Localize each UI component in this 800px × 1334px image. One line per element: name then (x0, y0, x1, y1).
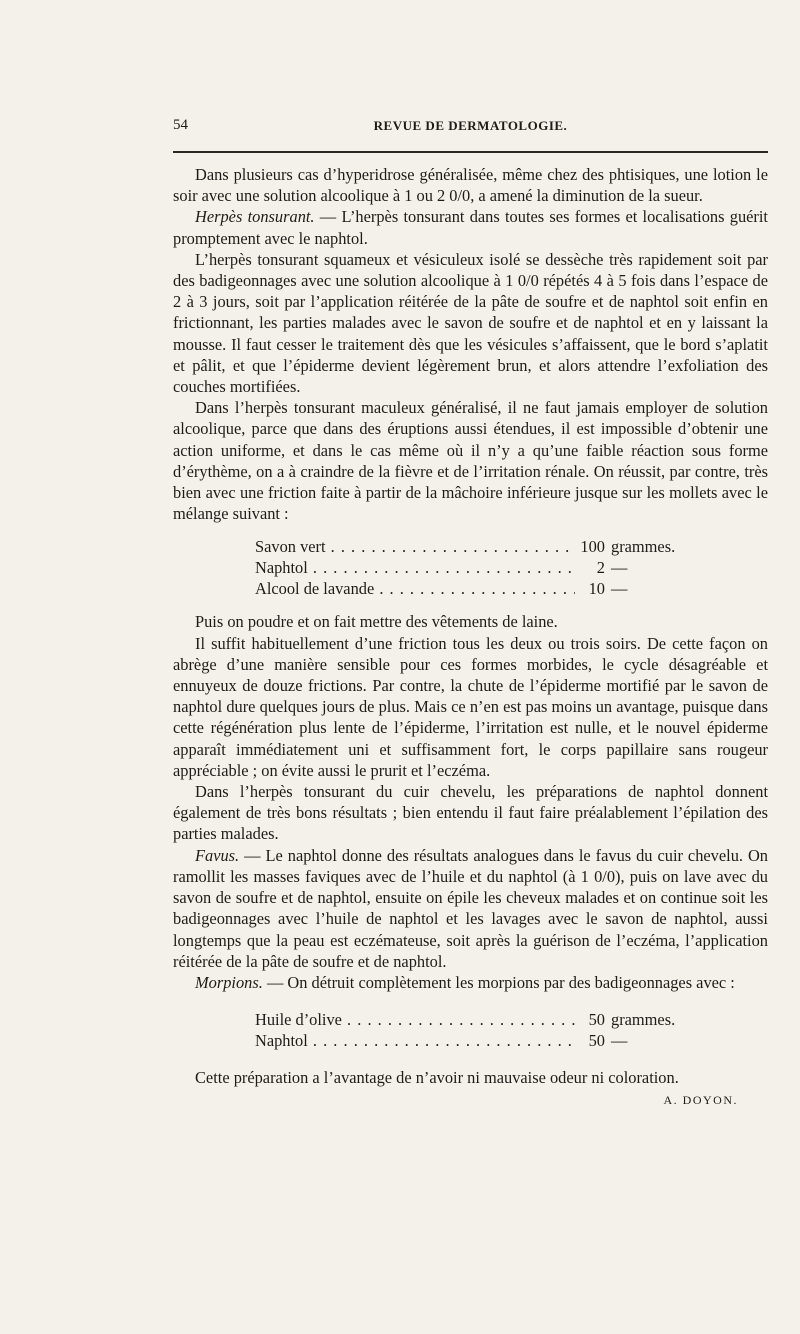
morpions-heading: Morpions. (195, 972, 263, 992)
paragraph-favus (173, 845, 768, 972)
paragraph-laine: Puis on poudre et on fait mettre des vêtements de laine. (195, 612, 558, 632)
page-number: 54 (173, 117, 188, 133)
ingredient-name: Naphtol . . . (255, 557, 575, 578)
page-header (173, 117, 768, 137)
recipe-row (255, 1030, 695, 1051)
ingredient-unit: grammes. (611, 1010, 676, 1030)
ingredient-name: Huile d’olive . . . (255, 1009, 575, 1030)
ingredient-unit: — (611, 579, 628, 599)
recipe-row (255, 1009, 695, 1030)
recipe-friction (255, 536, 695, 599)
author-signature: A. DOYON. (663, 1093, 738, 1108)
recipe-morpions (255, 1009, 695, 1051)
herpes-text: — L’herpès tonsurant dans toutes ses formes et localisations guérit promptement avec le naphtol. (173, 207, 768, 248)
paragraph-herpes-squameux: L’herpès tonsurant squameux et vésiculeux isolé se dessèche très rapidement soit par des badigeonnages avec une solution alcoolique à 1 0/0 répétés 4 à 5 fois dans l’espace de 2 à 3 jours, soit par l’application réitérée de la pâte de soufre et de naphtol soit enfin en frictionnant, les parties malades avec le savon de soufre et de naphtol et en y laissant la mousse. Il faut cesser le traitement dès que les vésicules s’affaissent, que le bord s’aplatit et pâlit, et que l’épiderme devient légèrement brun, et alors attendre l’exfoliation des couches mortifiées. (173, 249, 768, 397)
ingredient-unit: grammes. (611, 537, 676, 557)
ingredient-quantity: 2 (596, 558, 605, 578)
recipe-row (255, 536, 695, 557)
article-body (173, 164, 768, 1112)
recipe-row (255, 578, 695, 599)
ingredient-quantity: 100 (580, 537, 605, 557)
recipe-row (255, 557, 695, 578)
paragraph-cuir-chevelu: Dans l’herpès tonsurant du cuir chevelu, les préparations de naphtol donnent également de très bons résultats ; bien entendu il faut faire préalablement l’épilation des parties malades. (173, 782, 768, 844)
ingredient-name: Savon vert . . . (255, 536, 575, 557)
ingredient-name: Naphtol . . . (255, 1030, 575, 1051)
morpions-text: — On détruit complètement les morpions par des badigeonnages avec : (262, 972, 735, 992)
paragraph-morpions (173, 972, 768, 993)
paragraph-friction: Il suffit habituellement d’une friction tous les deux ou trois soirs. De cette façon on abrège d’une manière sensible pour ces formes morbides, le cycle désagréable et ennuyeux de douze frictions. Par contre, la chute de l’épiderme mortifié par le savon de naphtol dure quelques jours de plus. Mais ce n’en est pas moins un avantage, puisque dans cette régénération plus lente de l’épiderme, l’irritation est nulle, et le nouvel épiderme apparaît immédiatement uni et suffisamment fort, le corps papillaire sans rougeur appréciable ; on évite aussi le prurit et l’eczéma. (173, 633, 768, 780)
paragraph-conclusion: Cette préparation a l’avantage de n’avoir ni mauvaise odeur ni coloration. (195, 1068, 679, 1088)
favus-text: — Le naphtol donne des résultats analogues dans le favus du cuir chevelu. On ramollit les masses faviques avec de l’huile et du naphtol (à 1 0/0), puis on lave avec du savon de soufre et de naphtol, ensuite on épile les cheveux malades et on continue soit les badigeonnages avec l’huile de naphtol et les lavages avec le savon de naphtol, aussi longtemps que la peau est eczémateuse, soit après la guérison de l’eczéma, l’application réitérée de la pâte de soufre et de naphtol. (173, 845, 768, 971)
ingredient-quantity: 10 (588, 579, 605, 599)
ingredient-quantity: 50 (588, 1010, 605, 1030)
ingredient-unit: — (611, 1031, 628, 1051)
ingredient-unit: — (611, 558, 628, 578)
paragraph-herpes-maculeux: Dans l’herpès tonsurant maculeux généralisé, il ne faut jamais employer de solution alcoolique, parce que dans des éruptions aussi étendues, il est impossible d’obtenir une action uniforme, et dans le cas même où il n’y a qu’une faible réaction sous forme d’érythème, on a à craindre de la fièvre et de l’irritation rénale. On réussit, par contre, très bien avec une friction faite à partir de la mâchoire inférieure jusque sur les mollets avec le mélange suivant : (173, 398, 768, 524)
ingredient-quantity: 50 (588, 1031, 605, 1051)
header-rule (173, 151, 768, 153)
herpes-heading: Herpès tonsurant. (195, 207, 315, 227)
running-title: REVUE DE DERMATOLOGIE. (373, 118, 568, 133)
paragraph-hyperidrose: Dans plusieurs cas d’hyperidrose généralisée, même chez des phtisiques, une lotion le soir avec une solution alcoolique à 1 ou 2 0/0, a amené la diminution de la sueur. (173, 165, 768, 206)
favus-heading: Favus. (195, 845, 240, 865)
paragraph-herpes-tonsurant (173, 206, 768, 248)
ingredient-name: Alcool de lavande . . . (255, 578, 575, 599)
